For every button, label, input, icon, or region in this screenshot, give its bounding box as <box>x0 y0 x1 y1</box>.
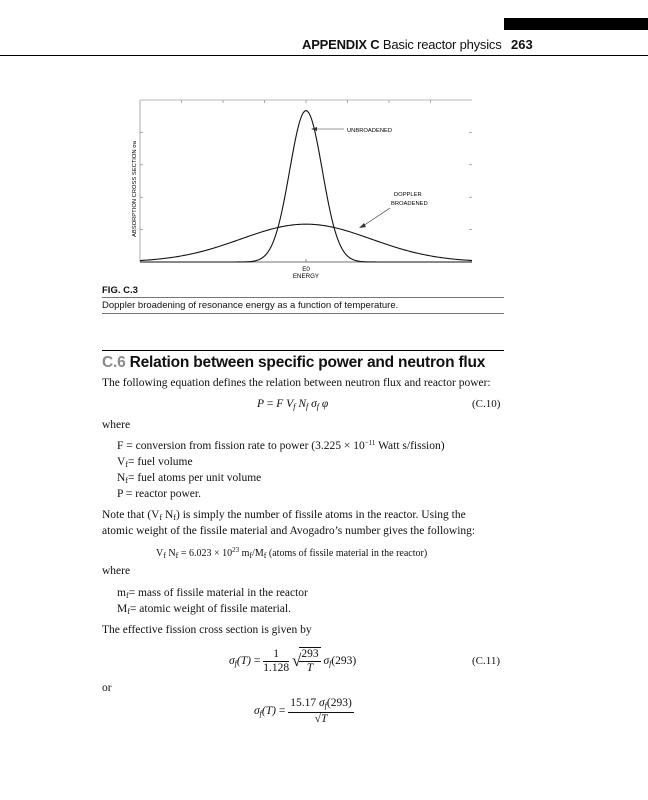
annotation-doppler <box>359 192 428 228</box>
page-number: 263 <box>511 37 533 52</box>
eq4-num: 15.17 <box>290 697 317 709</box>
def-F-exponent: −11 <box>364 439 376 447</box>
definition-P: P = reactor power. <box>117 488 201 500</box>
eq3-sqrt-num: 293 <box>301 648 319 660</box>
label-doppler: DOPPLER <box>394 192 422 198</box>
running-head <box>302 37 502 52</box>
section-rule <box>102 350 504 351</box>
def-V-text: = fuel volume <box>127 456 193 468</box>
appendix-label: APPENDIX C <box>302 37 380 52</box>
eq3-denominator: 1.128 <box>263 661 290 674</box>
section-title: Relation between specific power and neutron flux <box>129 354 486 371</box>
eq4-tail: (293) <box>326 697 352 709</box>
note-text-2: N <box>162 509 174 521</box>
doppler-chart <box>110 92 480 282</box>
equation-c11: $\sigma_f(T)$ = $\frac{1}{1.128}$ √ $\frac{293}{T}$ $\sigma_f(293)$ <box>229 647 357 674</box>
definition-F <box>117 439 445 452</box>
annotation-unbroadened <box>311 127 392 134</box>
axis-ticks <box>140 100 472 262</box>
effective-cross-section-text: The effective fission cross section is given by <box>102 624 312 636</box>
definition-N: $N_f=$ fuel atoms per unit volume <box>117 472 262 485</box>
label-broadened: BROADENED <box>391 201 428 207</box>
x-axis-label: ENERGY <box>292 273 320 280</box>
note-text-3: ) is simply the number of fissile atoms in the reactor. Using the <box>176 509 466 521</box>
or-label: or <box>102 682 112 694</box>
where-label-1: where <box>102 419 131 431</box>
equation-c10: P = F $V_f$ $N_f$ $\sigma_f$ φ <box>257 398 329 411</box>
def-M-text: = atomic weight of fissile material. <box>129 603 291 615</box>
appendix-title: Basic reactor physics <box>382 37 502 52</box>
def-F-tail: Watt s/fission) <box>375 440 445 452</box>
sqrt-293-over-T <box>299 647 320 675</box>
note-line-1: Note that ($V_f$ $N_f$) is simply the number of fissile atoms in the reactor. Using the <box>102 509 466 522</box>
note-line-2: atomic weight of the fissile material and Avogadro’s number gives the following: <box>102 525 476 537</box>
figure-caption: Doppler broadening of resonance energy as a function of temperature. <box>102 300 399 311</box>
eq4-den: T <box>320 713 328 725</box>
y-axis-label: ABSORPTION CROSS SECTION σa <box>132 140 138 237</box>
eq3-sqrt-den: T <box>306 662 314 674</box>
def-F-text: F = conversion from fission rate to power (3.225 × 10 <box>117 440 365 452</box>
definition-V: $V_f=$ fuel volume <box>117 456 193 469</box>
section-number: C.6 <box>102 354 126 371</box>
note-text-1: Note that (V <box>102 509 160 521</box>
definition-m: $m_f=$ mass of fissile material in the reactor <box>117 587 308 600</box>
definition-M: $M_f=$ atomic weight of fissile material. <box>117 603 291 616</box>
where-label-2: where <box>102 565 131 577</box>
running-header <box>0 35 648 56</box>
equation-number-c11: (C.11) <box>472 655 501 667</box>
equation-number-c10: (C.10) <box>472 398 501 410</box>
section-heading <box>102 354 485 372</box>
caption-rule-top <box>102 297 504 298</box>
eq2-tail: (atoms of fissile material in the reactor) <box>266 548 428 559</box>
eq2-main: = 6.023 × 10 <box>178 548 233 559</box>
equation-sigma-f-T: $\sigma_f(T)$ = $\frac{15.17 \sigma_f(293)}{√T}$ <box>254 697 352 725</box>
caption-rule-bottom <box>102 313 504 314</box>
fraction-1-over-1128 <box>263 648 289 675</box>
def-m-text: = mass of fissile material in the reactor <box>128 587 308 599</box>
eq3-numerator: 1 <box>263 648 289 662</box>
eq2-exponent: 23 <box>232 546 240 554</box>
equation-avogadro: $V_f$ $N_f = 6.023 \times 10^{23}$ $m_f/M_f$ (atoms of fissile material in the reactor) <box>156 546 428 560</box>
series-unbroadened <box>140 111 472 262</box>
figure-label: FIG. C.3 <box>102 285 138 296</box>
eq3-tail: (293) <box>331 654 357 667</box>
label-unbroadened: UNBROADENED <box>347 128 393 134</box>
x-tick-label-e0: E0 <box>302 266 310 273</box>
header-bar <box>504 18 648 30</box>
series-doppler-broadened <box>140 224 472 260</box>
fraction-1517: $\frac{15.17 \sigma_f(293)}{√T}$ <box>290 697 352 725</box>
def-N-text: = fuel atoms per unit volume <box>127 472 262 484</box>
intro-paragraph: The following equation defines the relation between neutron flux and reactor power: <box>102 377 491 389</box>
